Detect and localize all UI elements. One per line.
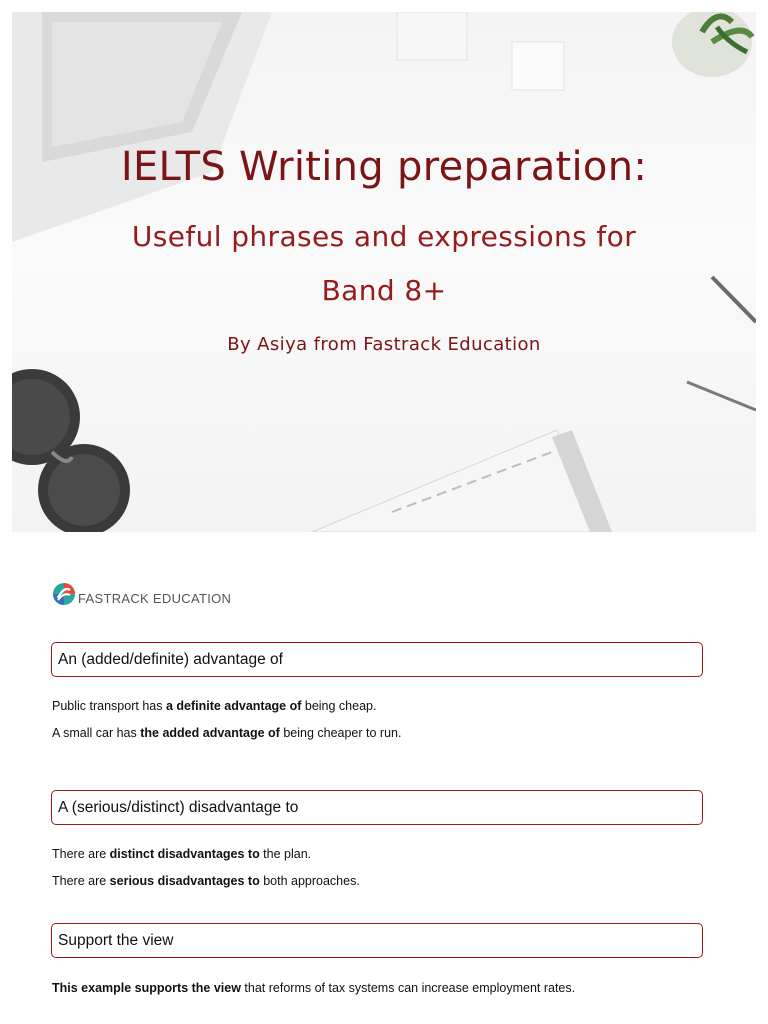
phrase-box-disadvantage — [51, 790, 703, 825]
example-bold-phrase: the added advantage of — [140, 726, 280, 740]
phrase-box-support-view — [51, 923, 703, 958]
example-sentence — [52, 981, 575, 995]
example-bold-phrase: distinct disadvantages to — [109, 847, 260, 861]
example-text: the plan. — [259, 847, 312, 861]
example-text: being cheaper to run. — [279, 726, 402, 740]
example-sentence — [52, 874, 360, 888]
example-text: There are — [52, 847, 110, 861]
phrase-box-advantage — [51, 642, 703, 677]
page-title: IELTS Writing preparation: — [120, 144, 648, 190]
cover-image — [12, 12, 756, 532]
phrase-text: An (added/definite) advantage of — [58, 650, 283, 668]
notebook-icon — [312, 430, 612, 532]
example-sentence — [52, 726, 401, 740]
fastrack-logo-icon — [52, 582, 76, 606]
phrase-text: A (serious/distinct) disadvantage to — [58, 798, 299, 816]
example-text: being cheap. — [301, 699, 377, 713]
logo-text: FASTRACK EDUCATION — [78, 590, 232, 606]
example-sentence — [52, 699, 376, 713]
laptop-icon — [12, 12, 272, 242]
example-bold-phrase: serious disadvantages to — [109, 874, 260, 888]
phrase-text: Support the view — [58, 931, 174, 949]
example-bold-phrase: This example supports the view — [52, 981, 241, 995]
example-text: Public transport has — [52, 699, 166, 713]
desk-background-illustration — [12, 12, 756, 532]
plant-icon — [672, 12, 752, 77]
example-text: that reforms of tax systems can increase employment rates. — [240, 981, 576, 995]
subtitle-line-2: Band 8+ — [321, 274, 447, 307]
subtitle-line-1: Useful phrases and expressions for — [131, 220, 637, 253]
example-sentence — [52, 847, 311, 861]
example-text: both approaches. — [259, 874, 360, 888]
example-text: A small car has — [52, 726, 141, 740]
example-bold-phrase: a definite advantage of — [165, 699, 302, 713]
author-byline: By Asiya from Fastrack Education — [227, 334, 541, 355]
fastrack-logo — [52, 580, 231, 608]
sunglasses-icon — [12, 369, 130, 532]
example-text: There are — [52, 874, 110, 888]
